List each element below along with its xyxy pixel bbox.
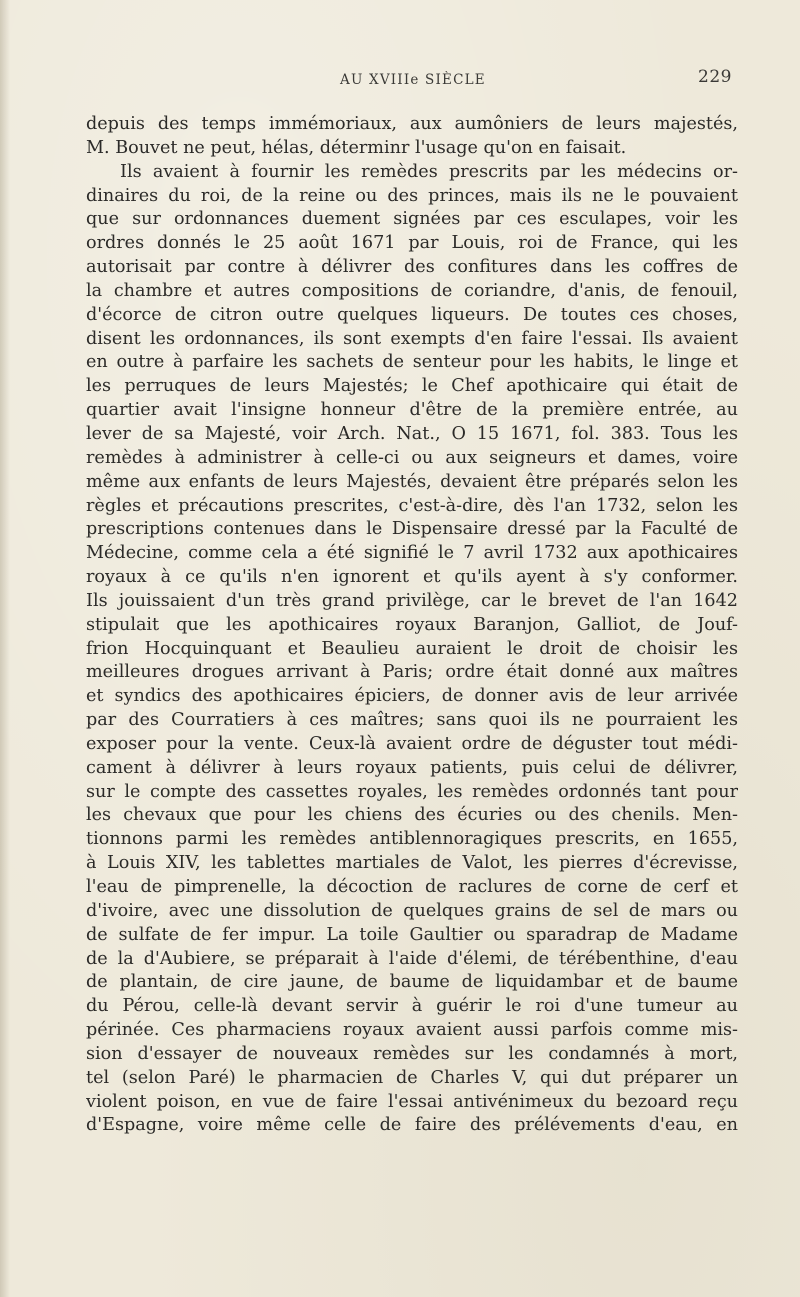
page-number: 229 (698, 67, 732, 87)
text-line: sur le compte des cassettes royales, les remèdes ordonnés tant pour (86, 781, 738, 802)
text-line: meilleures drogues arrivant à Paris; ordre était donné aux maîtres (86, 662, 738, 683)
text-line: sion d'essayer de nouveaux remèdes sur les condamnés à mort, (86, 1043, 738, 1064)
text-line: exposer pour la vente. Ceux-là avaient ordre de déguster tout médi- (86, 733, 738, 754)
text-line: tel (selon Paré) le pharmacien de Charles V, qui dut préparer un (86, 1067, 738, 1088)
text-line: Ils jouissaient d'un très grand privilège, car le brevet de l'an 1642 (86, 590, 738, 611)
text-line: dinaires du roi, de la reine ou des princes, mais ils ne le pouvaient (86, 185, 738, 206)
text-line: quartier avait l'insigne honneur d'être de la première entrée, au (86, 400, 738, 421)
text-line: d'Espagne, voire même celle de faire des prélévements d'eau, en (86, 1115, 738, 1136)
text-line: Médecine, comme cela a été signifié le 7 avril 1732 aux apothicaires (86, 543, 738, 564)
text-line: remèdes à administrer à celle-ci ou aux seigneurs et dames, voire (86, 447, 738, 468)
text-line: de plantain, de cire jaune, de baume de liquidambar et de baume (86, 972, 738, 993)
page-binding-shadow (0, 0, 10, 1297)
text-line: en outre à parfaire les sachets de senteur pour les habits, le linge et (86, 352, 738, 373)
text-line: les perruques de leurs Majestés; le Chef apothicaire qui était de (86, 376, 738, 397)
text-line: périnée. Ces pharmaciens royaux avaient aussi parfois comme mis- (86, 1020, 738, 1041)
text-line: que sur ordonnances duement signées par ces esculapes, voir les (86, 209, 738, 230)
text-line: de la d'Aubiere, se préparait à l'aide d'élemi, de térébenthine, d'eau (86, 948, 738, 969)
text-line: royaux à ce qu'ils n'en ignorent et qu'ils ayent à s'y conformer. (86, 567, 738, 588)
text-line: la chambre et autres compositions de coriandre, d'anis, de fenouil, (86, 280, 738, 301)
text-line: les chevaux que pour les chiens des écuries ou des chenils. Men- (86, 805, 738, 826)
body-text (86, 113, 738, 1138)
text-line: cament à délivrer à leurs royaux patients, puis celui de délivrer, (86, 757, 738, 778)
text-line: violent poison, en vue de faire l'essai antivénimeux du bezoard reçu (86, 1091, 738, 1112)
text-line: règles et précautions prescrites, c'est-à-dire, dès l'an 1732, selon les (86, 495, 738, 516)
text-line: à Louis XIV, les tablettes martiales de Valot, les pierres d'écrevisse, (86, 853, 738, 874)
text-line: et syndics des apothicaires épiciers, de donner avis de leur arrivée (86, 686, 738, 707)
text-line: d'écorce de citron outre quelques liqueurs. De toutes ces choses, (86, 304, 738, 325)
text-line: frion Hocquinquant et Beaulieu auraient le droit de choisir les (86, 638, 738, 659)
text-line: l'eau de pimprenelle, la décoction de raclures de corne de cerf et (86, 877, 738, 897)
text-line: tionnons parmi les remèdes antiblennoragiques prescrits, en 1655, (86, 829, 738, 850)
text-line: depuis des temps immémoriaux, aux aumôniers de leurs majestés, (86, 114, 738, 134)
text-line: prescriptions contenues dans le Dispensaire dressé par la Faculté de (86, 519, 738, 540)
text-line: autorisait par contre à délivrer des confitures dans les coffres de (86, 257, 738, 278)
text-line: ordres donnés le 25 août 1671 par Louis, roi de France, qui les (86, 233, 738, 254)
text-line: du Pérou, celle-là devant servir à guérir le roi d'une tumeur au (86, 996, 738, 1017)
text-line: stipulait que les apothicaires royaux Baranjon, Galliot, de Jouf- (86, 614, 738, 635)
text-line: lever de sa Majesté, voir Arch. Nat., O 15 1671, fol. 383. Tous les (86, 423, 738, 444)
text-line: disent les ordonnances, ils sont exempts d'en faire l'essai. Ils avaient (86, 328, 738, 349)
text-line: d'ivoire, avec une dissolution de quelques grains de sel de mars ou (86, 900, 738, 921)
running-head: AU XVIIIe SIÈCLE (340, 72, 486, 88)
text-line: par des Courratiers à ces maîtres; sans quoi ils ne pourraient les (86, 710, 738, 731)
text-line: M. Bouvet ne peut, hélas, déterminr l'usage qu'on en faisait. (86, 137, 627, 158)
text-line: même aux enfants de leurs Majestés, devaient être préparés selon les (86, 471, 738, 492)
text-line: de sulfate de fer impur. La toile Gaultier ou sparadrap de Madame (86, 924, 738, 945)
text-line: Ils avaient à fournir les remèdes prescrits par les médecins or- (120, 161, 738, 182)
